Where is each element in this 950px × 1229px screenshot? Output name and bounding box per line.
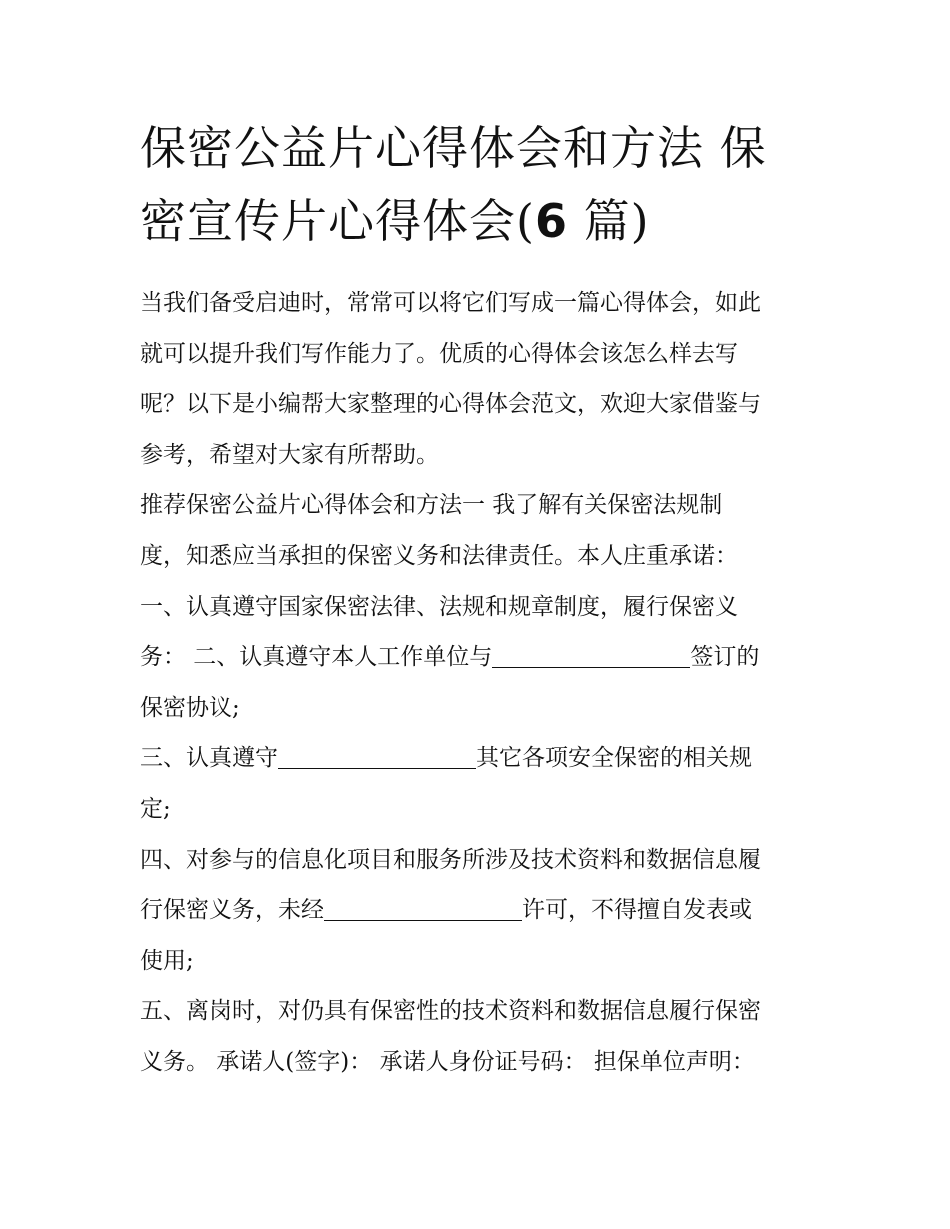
intro-paragraph xyxy=(140,278,812,480)
title-count: 6 xyxy=(534,194,568,248)
item-4-line-1: 四、对参与的信息化项目和服务所涉及技术资料和数据信息履 xyxy=(140,846,761,873)
item-4-line-2-before: 行保密义务，未经 xyxy=(140,897,324,924)
fill-in-blank-3 xyxy=(324,896,522,921)
section-1-line-4-after: 签订的 xyxy=(690,644,760,671)
item-4-paragraph xyxy=(140,835,812,987)
item-4-line-3: 使用; xyxy=(140,947,194,974)
section-1-paragraph xyxy=(140,480,812,733)
fill-in-blank-1 xyxy=(492,643,690,668)
section-1-line-4-before: 务： 二、认真遵守本人工作单位与 xyxy=(140,644,493,671)
intro-line-4: 参考，希望对大家有所帮助。 xyxy=(140,441,439,468)
item-5-line-1: 五、离岗时，对仍具有保密性的技术资料和数据信息履行保密 xyxy=(140,998,761,1025)
item-3-line-1 xyxy=(140,733,812,784)
section-1-line-4 xyxy=(140,632,812,683)
item-3-line-2: 定; xyxy=(140,795,171,822)
document-title xyxy=(140,112,812,258)
title-line-2-end: 篇) xyxy=(567,194,650,248)
title-line-2 xyxy=(140,185,812,258)
intro-line-3: 呢？以下是小编帮大家整理的心得体会范文，欢迎大家借鉴与 xyxy=(140,391,761,418)
intro-line-2: 就可以提升我们写作能力了。优质的心得体会该怎么样去写 xyxy=(140,340,738,367)
section-1-line-1: 推荐保密公益片心得体会和方法一 我了解有关保密法规制 xyxy=(140,492,723,519)
section-1-line-3: 一、认真遵守国家保密法律、法规和规章制度，履行保密义 xyxy=(140,593,738,620)
title-line-2-text: 密宣传片心得体会( xyxy=(140,194,535,248)
item-5-line-2: 义务。 承诺人(签字)： 承诺人身份证号码： 担保单位声明： xyxy=(140,1048,755,1075)
intro-line-1: 当我们备受启迪时，常常可以将它们写成一篇心得体会，如此 xyxy=(140,290,761,316)
item-3-paragraph xyxy=(140,733,812,834)
item-3-line-1-after: 其它各项安全保密的相关规 xyxy=(476,745,752,772)
item-4-line-2 xyxy=(140,885,812,936)
item-4-line-2-after: 许可，不得擅自发表或 xyxy=(522,897,752,924)
item-5-paragraph xyxy=(140,986,812,1087)
section-1-line-5: 保密协议; xyxy=(140,694,240,721)
fill-in-blank-2 xyxy=(278,744,476,769)
title-line-1: 保密公益片心得体会和方法 保 xyxy=(140,121,767,175)
section-1-line-2: 度，知悉应当承担的保密义务和法律责任。本人庄重承诺： xyxy=(140,542,738,569)
document-body xyxy=(140,112,812,1088)
item-3-line-1-before: 三、认真遵守 xyxy=(140,745,278,772)
